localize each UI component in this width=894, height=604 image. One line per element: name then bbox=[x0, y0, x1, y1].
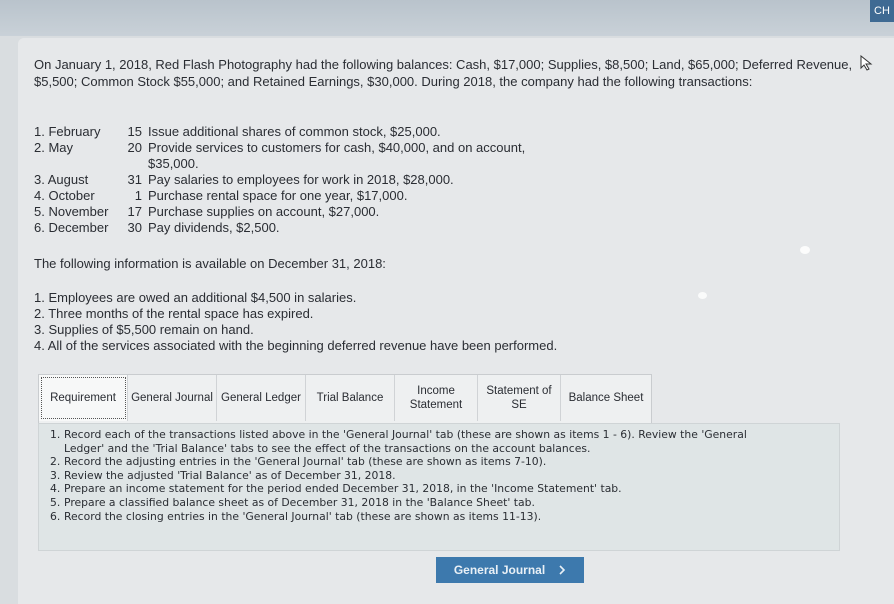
info-item: 2. Three months of the rental space has expired. bbox=[34, 306, 314, 321]
requirement-text: Prepare an income statement for the period ended December 31, 2018, in the 'Income Statement' tab. bbox=[64, 482, 622, 496]
tab-general-ledger[interactable]: General Ledger bbox=[217, 375, 306, 421]
requirement-text: Record the adjusting entries in the 'General Journal' tab (these are shown as items 7-10). bbox=[64, 455, 547, 469]
transaction-row bbox=[34, 220, 578, 236]
tab-requirement[interactable]: Requirement bbox=[39, 375, 128, 421]
requirement-item bbox=[50, 510, 790, 524]
requirement-number: 2. bbox=[50, 455, 61, 469]
requirement-item bbox=[50, 469, 790, 483]
info-heading: The following information is available on December 31, 2018: bbox=[34, 256, 386, 271]
tab-balance-sheet[interactable]: Balance Sheet bbox=[568, 392, 644, 404]
transaction-date: 1. February bbox=[34, 124, 101, 139]
screen-glare bbox=[800, 246, 810, 254]
tab-bar bbox=[38, 374, 652, 424]
general-journal-next-button[interactable] bbox=[436, 557, 584, 583]
info-item: 3. Supplies of $5,500 remain on hand. bbox=[34, 322, 254, 337]
transaction-description: Purchase supplies on account, $27,000. bbox=[148, 204, 380, 219]
screen-glare bbox=[698, 292, 707, 299]
transaction-description: Issue additional shares of common stock, $25,000. bbox=[148, 124, 441, 139]
requirement-number: 6. bbox=[50, 509, 61, 523]
transaction-date: 2. May bbox=[34, 140, 74, 155]
transaction-description: Purchase rental space for one year, $17,000. bbox=[148, 188, 408, 203]
transaction-day: 1 bbox=[134, 188, 142, 203]
requirement-text: Record the closing entries in the 'General Journal' tab (these are shown as items 11-13). bbox=[64, 509, 542, 523]
info-item: 1. Employees are owed an additional $4,500 in salaries. bbox=[34, 290, 357, 305]
transaction-day: 30 bbox=[127, 220, 142, 235]
requirement-number: 4. bbox=[50, 482, 61, 496]
requirement-text: Review the adjusted 'Trial Balance' as of December 31, 2018. bbox=[64, 468, 396, 482]
transaction-date: 5. November bbox=[34, 204, 109, 219]
transaction-date: 6. December bbox=[34, 220, 109, 235]
requirement-number: 1. bbox=[50, 428, 61, 441]
requirement-text: Record each of the transactions listed above in the 'General Journal' tab (these are shown as items 1 - 6). Review the 'General Ledger' and the 'Trial Balance' tabs to see the effect of the transactions on the account balances. bbox=[64, 428, 747, 455]
tab-general-journal[interactable]: General Journal bbox=[128, 375, 217, 421]
requirement-item bbox=[50, 482, 790, 496]
problem-intro: On January 1, 2018, Red Flash Photography had the following balances: Cash, $17,000; Supplies, $8,500; Land, $65,000; Deferred Revenue, $5,500; Common Stock $55,000; and Retained Earnings, $30,000. During 2018, the company had the following transactions: bbox=[34, 57, 853, 89]
transaction-row bbox=[34, 188, 578, 204]
requirement-text: Prepare a classified balance sheet as of December 31, 2018 in the 'Balance Sheet' tab. bbox=[64, 495, 535, 509]
requirement-item bbox=[50, 455, 790, 469]
transaction-row bbox=[34, 204, 578, 220]
transaction-row bbox=[34, 124, 578, 140]
transaction-date: 3. August bbox=[34, 172, 89, 187]
transaction-list bbox=[34, 124, 578, 236]
tab-trial-balance[interactable]: Trial Balance bbox=[306, 375, 395, 421]
transaction-description: Pay salaries to employees for work in 2018, $28,000. bbox=[148, 172, 454, 187]
chevron-right-icon bbox=[559, 565, 566, 575]
browser-top-bar bbox=[0, 0, 894, 36]
transaction-row bbox=[34, 140, 578, 156]
transaction-day: 31 bbox=[127, 172, 142, 187]
tab-income-statement[interactable]: Income Statement bbox=[395, 375, 478, 421]
mouse-cursor-icon bbox=[860, 55, 874, 71]
transaction-description: Provide services to customers for cash, $40,000, and on account, bbox=[148, 140, 526, 155]
transaction-continuation: $35,000. bbox=[148, 156, 199, 171]
requirements-list bbox=[50, 428, 790, 523]
transaction-description: Pay dividends, $2,500. bbox=[148, 220, 280, 235]
transaction-date: 4. October bbox=[34, 188, 95, 203]
corner-button[interactable]: CH bbox=[870, 0, 894, 22]
transaction-day: 20 bbox=[127, 140, 142, 155]
requirement-item bbox=[50, 428, 790, 455]
transaction-day: 15 bbox=[127, 124, 142, 139]
transaction-row bbox=[34, 172, 578, 188]
next-button-label: General Journal bbox=[453, 563, 546, 577]
requirement-item bbox=[50, 496, 790, 510]
info-list bbox=[34, 290, 557, 354]
requirement-number: 5. bbox=[50, 495, 61, 509]
info-item: 4. All of the services associated with the beginning deferred revenue have been performed. bbox=[34, 338, 558, 353]
requirement-number: 3. bbox=[50, 468, 61, 482]
tab-statement-of-se[interactable]: Statement of SE bbox=[478, 375, 561, 421]
transaction-day: 17 bbox=[127, 204, 142, 219]
